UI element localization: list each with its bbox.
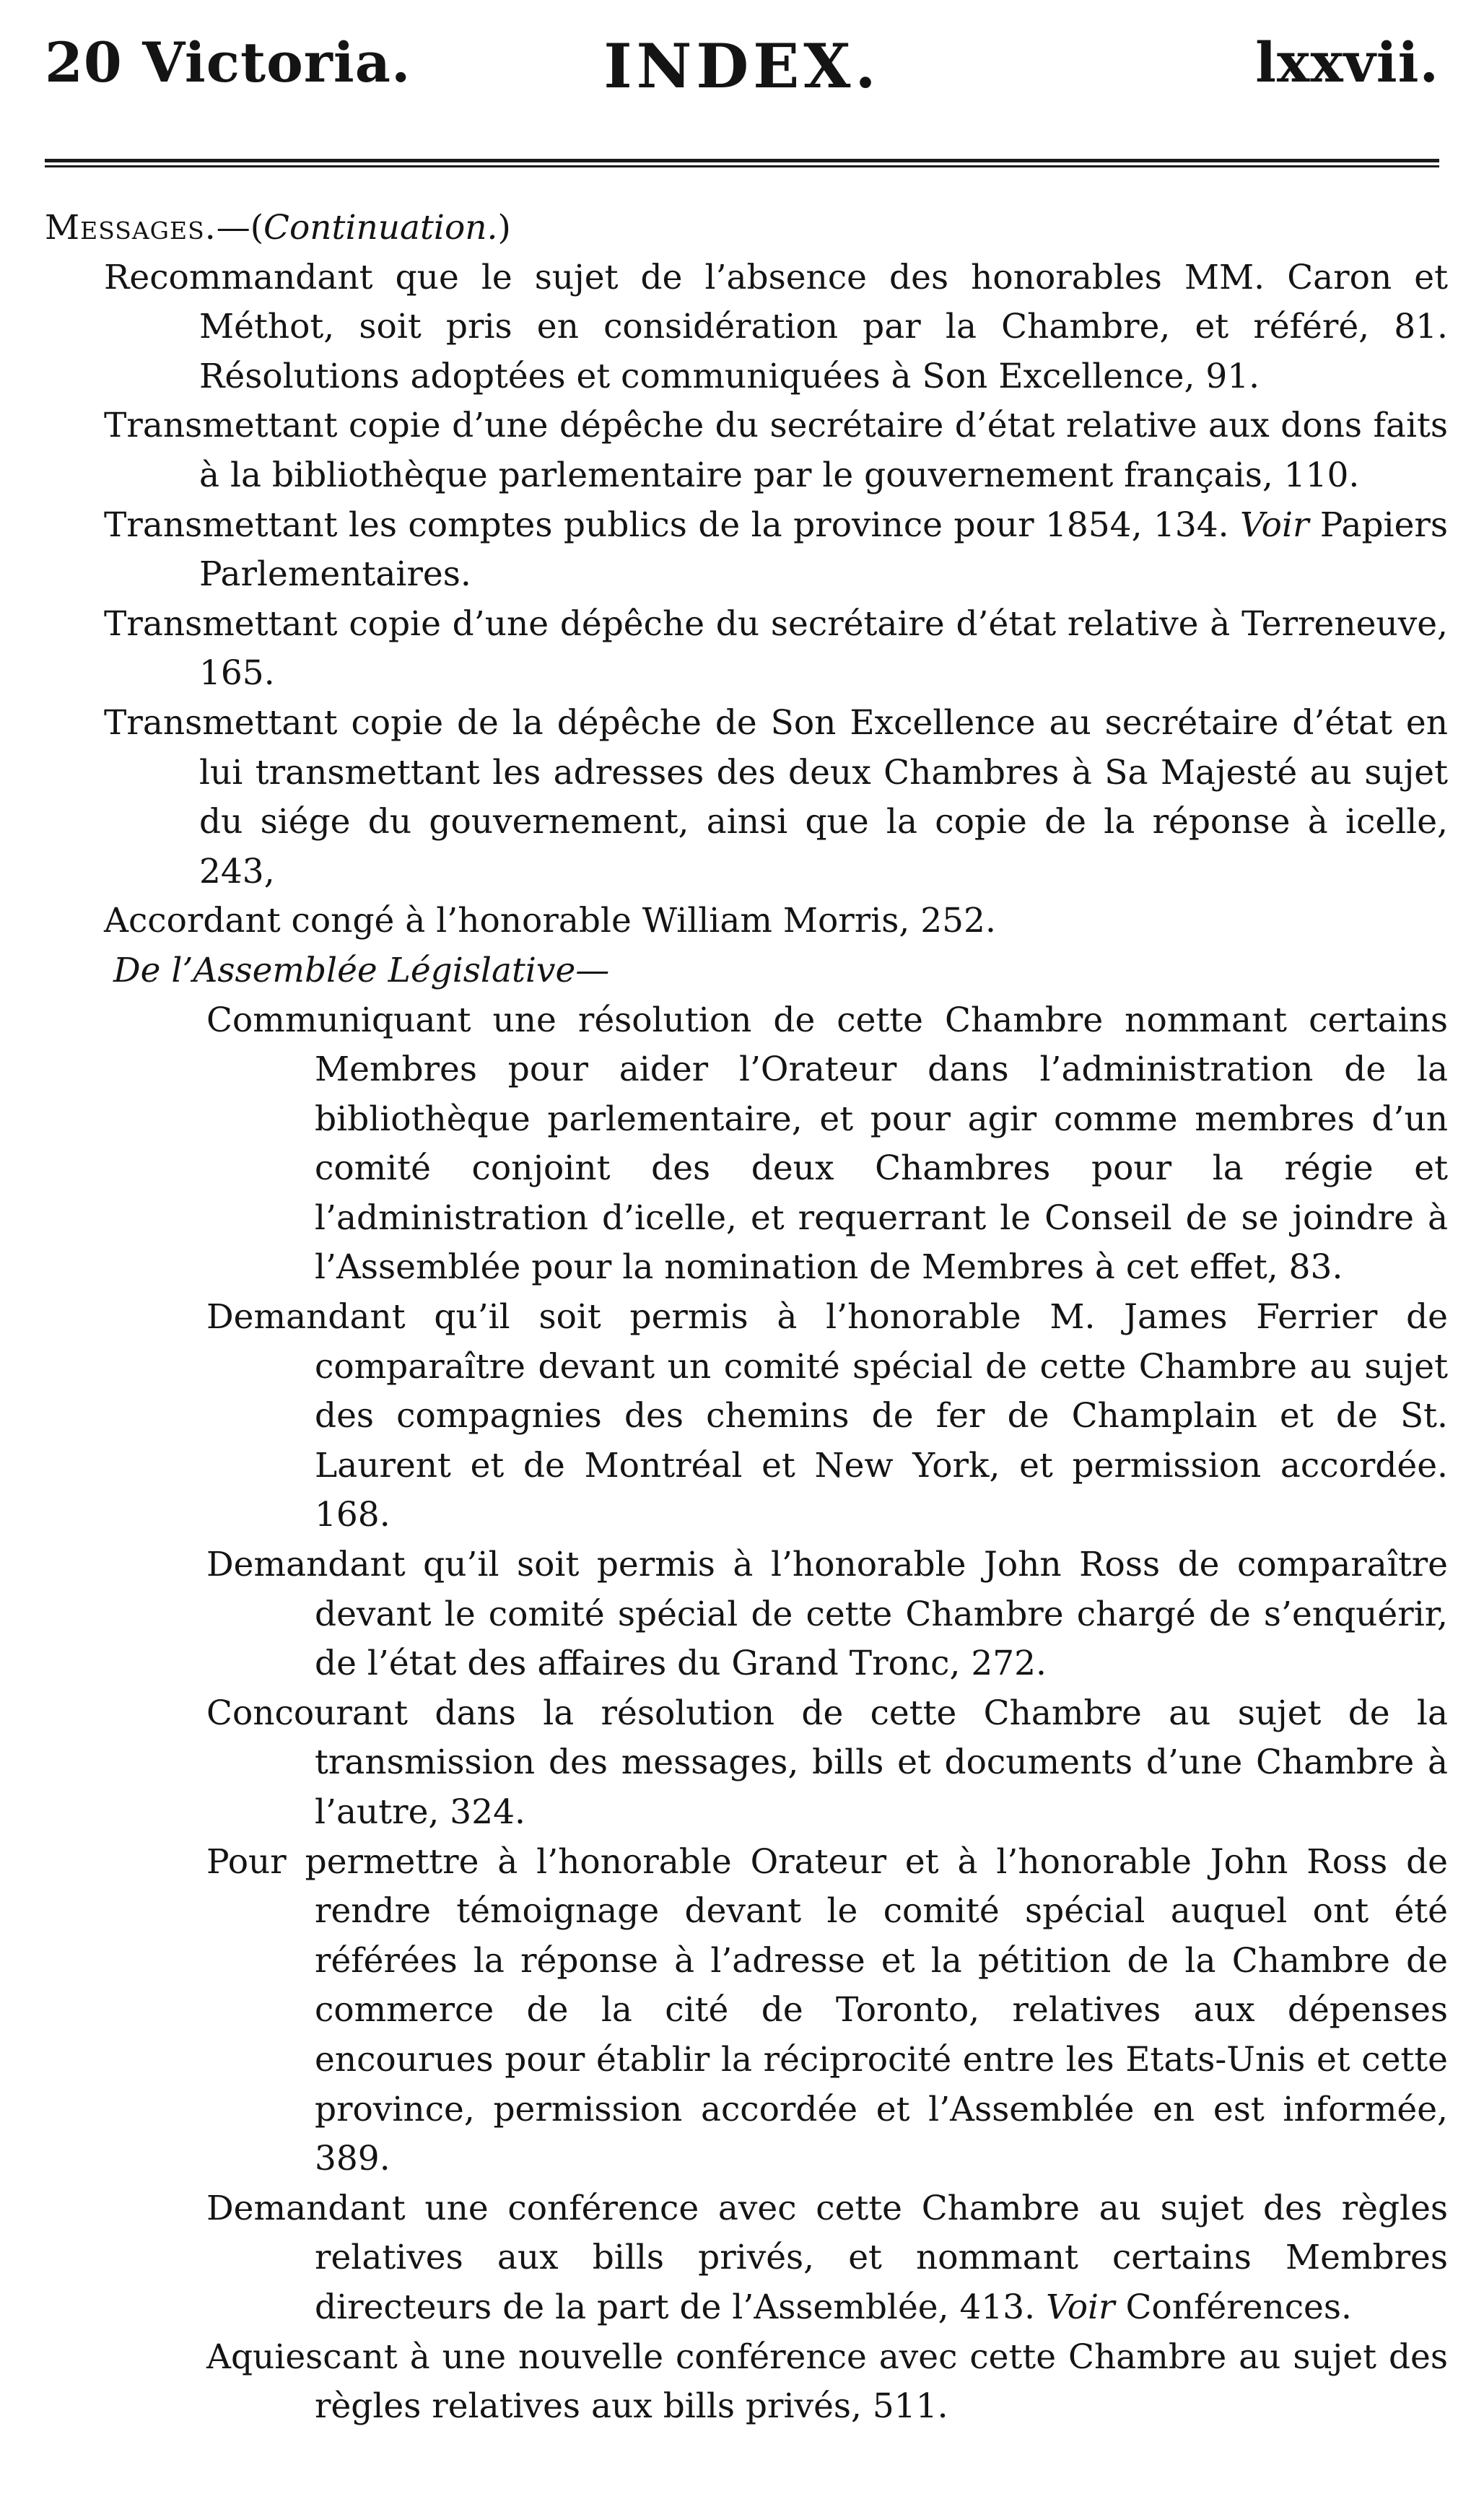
index-entry	[45, 1293, 1448, 1540]
index-entry	[45, 253, 1448, 402]
header-title: INDEX.	[603, 30, 881, 102]
subheading: De l’Assemblée Législative—	[113, 950, 610, 990]
entry-text: Transmettant copie de la dépêche de Son Excellence au secrétaire d’état en lui transmettant les adresses des deux Chambres à Sa Majesté au sujet du siége du gouvernement, ainsi que la copie de la réponse à icelle, 243,	[104, 702, 1448, 891]
entry-text: Demandant qu’il soit permis à l’honorable M. James Ferrier de comparaître devant un comité spécial de cette Chambre au sujet des compagnies des chemins de fer de Champlain et de St. Laurent et de Montréal et New York, et permission accordée. 168.	[206, 1297, 1448, 1535]
index-entry	[45, 1689, 1448, 1838]
index-entry	[45, 600, 1448, 699]
index-entry	[45, 1540, 1448, 1689]
header-session: 20 Victoria.	[45, 30, 411, 95]
index-entry	[45, 2184, 1448, 2333]
index-entry	[45, 501, 1448, 600]
entry-text: Pour permettre à l’honorable Orateur et à l’honorable John Ross de rendre témoignage devant le comité spécial auquel ont été référées la réponse à l’adresse et la pétition de la Chambre de commerce de la cité de Toronto, relatives aux dépenses encourues pour établir la réciprocité entre les Etats-Unis et cette province, permission accordée et l’Assemblée en est informée, 389.	[206, 1841, 1448, 2179]
index-entry	[45, 2333, 1448, 2432]
index-entry	[45, 996, 1448, 1294]
group1-entries	[45, 253, 1448, 946]
entry-text: Accordant congé à l’honorable William Morris, 252.	[104, 901, 996, 941]
group2-entries	[45, 996, 1448, 2432]
header-page-number: lxxvii.	[1255, 30, 1439, 95]
voir-reference: Voir	[1046, 2287, 1115, 2327]
entry-text: Recommandant que le sujet de l’absence des honorables MM. Caron et Méthot, soit pris en considération par la Chambre, et référé, 81. Résolutions adoptées et communiquées à Son Excellence, 91.	[104, 257, 1448, 396]
rule-line-thin	[45, 165, 1439, 167]
index-entry	[45, 1838, 1448, 2184]
section-heading	[45, 204, 1448, 253]
entry-text: Demandant une conférence avec cette Chambre au sujet des règles relatives aux bills privés, et nommant certains Membres directeurs de la part de l’Assemblée, 413.	[206, 2188, 1448, 2327]
continuation-word: Continuation.	[263, 208, 498, 248]
entry-text: Transmettant copie d’une dépêche du secrétaire d’état relative à Terreneuve, 165.	[104, 603, 1448, 694]
entry-text-after: Conférences.	[1114, 2287, 1352, 2327]
entry-text-after: Papiers Parlementaires.	[199, 505, 1448, 595]
voir-reference: Voir	[1240, 505, 1309, 545]
rule-line-thick	[45, 159, 1439, 162]
entry-text: Communiquant une résolution de cette Chambre nommant certains Membres pour aider l’Orateur dans l’administration de la bibliothèque parlementaire, et pour agir comme membres d’un comité conjoint des deux Chambres pour la régie et l’administration d’icelle, et requerrant le Conseil de se joindre à l’Assemblée pour la nomination de Membres à cet effet, 83.	[206, 1000, 1448, 1288]
entry-text: Demandant qu’il soit permis à l’honorable John Ross de comparaître devant le comité spécial de cette Chambre chargé de s’enquérir, de l’état des affaires du Grand Tronc, 272.	[206, 1545, 1448, 1684]
index-entry	[45, 897, 1448, 946]
header-rule	[45, 159, 1439, 169]
page-header	[45, 30, 1439, 110]
entry-text: Transmettant copie d’une dépêche du secrétaire d’état relative aux dons faits à la bibliothèque parlementaire par le gouvernement français, 110.	[104, 406, 1448, 495]
index-content	[45, 204, 1448, 2432]
entry-text: Aquiescant à une nouvelle conférence avec cette Chambre au sujet des règles relatives aux bills privés, 511.	[206, 2337, 1448, 2427]
section-continuation: —(Continuation.)	[216, 208, 511, 248]
index-entry	[45, 699, 1448, 897]
index-entry	[45, 401, 1448, 500]
entry-text: Transmettant les comptes publics de la province pour 1854, 134.	[104, 505, 1229, 545]
entry-text: Concourant dans la résolution de cette Chambre au sujet de la transmission des messages, bills et documents d’une Chambre à l’autre, 324.	[206, 1693, 1448, 1832]
section-title: Messages.	[45, 208, 217, 248]
